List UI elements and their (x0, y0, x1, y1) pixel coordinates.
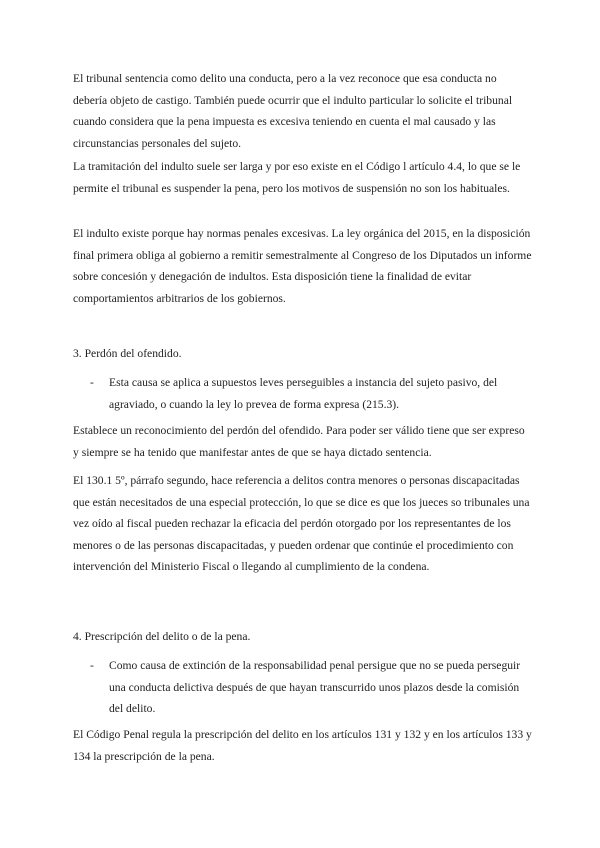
paragraph-reconocimiento-perdon: Establece un reconocimiento del perdón del ofendido. Para poder ser válido tiene que ser expreso y siempre se ha tenido que manifestar antes de que se haya dictado sentencia. (73, 424, 525, 459)
paragraph-130-1: El 130.1 5º, párrafo segundo, hace referencia a delitos contra menores o personas discapacitadas que están necesitados de una especial protección, lo que se dice es que los jueces so tribunales una vez oído al fiscal pueden rechazar la eficacia del perdón otorgado por los representantes de los menores o de las personas discapacitadas, y pueden ordenar que continúe el procedimiento con intervención del Ministerio Fiscal o llegando al cumplimiento de la condena. (73, 474, 530, 573)
bullet-dash: - (90, 659, 94, 672)
bullet-text: Como causa de extinción de la responsabilidad penal persigue que no se pueda perseguir una conducta delictiva después de que hayan transcurrido unos plazos desde la comisión del delito. (109, 659, 521, 715)
section-3-heading: 3. Perdón del ofendido. (73, 347, 182, 360)
paragraph-indulto-tribunal: El tribunal sentencia como delito una conducta, pero a la vez reconoce que esa conducta no debería objeto de castigo. También puede ocurrir que el indulto particular lo solicite el tribunal cuando considera que la pena impuesta es excesiva teniendo en cuenta el mal causado y las circunstancias personales del sujeto. (73, 72, 513, 150)
paragraph-indulto-normas: El indulto existe porque hay normas penales excesivas. La ley orgánica del 2015, en la disposición final primera obliga al gobierno a remitir semestralmente al Congreso de los Diputados un informe sobre concesión y denegación de indultos. Esta disposición tiene la finalidad de evitar comportamientos arbitrarios de los gobiernos. (73, 227, 532, 305)
paragraph-tramitacion-indulto: La tramitación del indulto suele ser larga y por eso existe en el Código l artículo 4.4, lo que se le permite el tribunal es suspender la pena, pero los motivos de suspensión no son los habituales. (73, 160, 521, 195)
paragraph-codigo-penal-prescripcion: El Código Penal regula la prescripción del delito en los artículos 131 y 132 y en los artículos 133 y 134 la prescripción de la pena. (73, 728, 532, 763)
bullet-text: Esta causa se aplica a supuestos leves perseguibles a instancia del sujeto pasivo, del agraviado, o cuando la ley lo prevea de forma expresa (215.3). (109, 376, 498, 411)
bullet-dash: - (90, 376, 94, 389)
section-4-heading: 4. Prescripción del delito o de la pena. (73, 630, 251, 643)
